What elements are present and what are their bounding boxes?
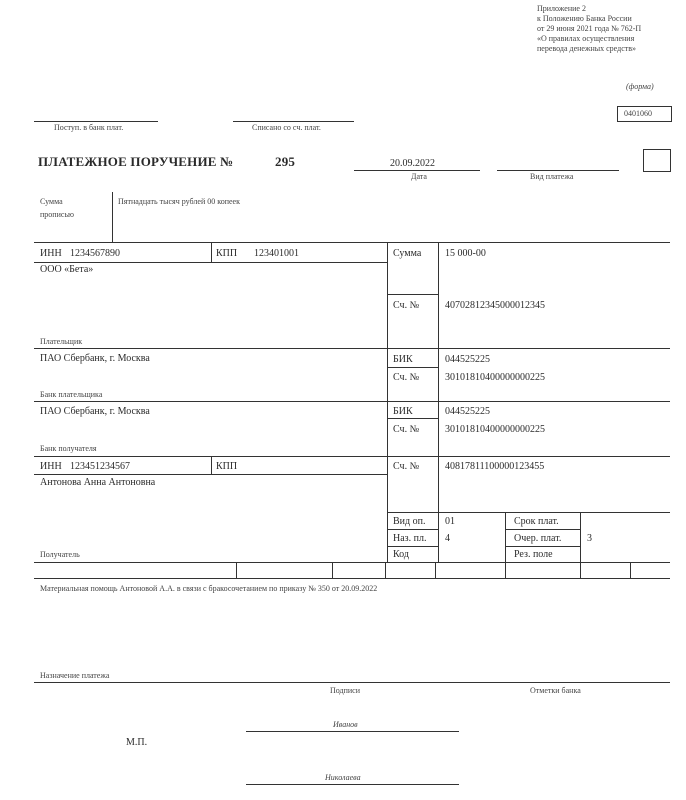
payer-account-label: Сч. № [393,300,420,311]
recipient-inn-label: ИНН [40,461,62,472]
recipient-bank-bottom-line [34,456,670,457]
amount-bottom-line [387,294,438,295]
received-line [34,121,158,122]
recipient-bottom-line [34,562,670,563]
payer-kpp: 123401001 [254,248,299,259]
term-line [505,529,580,530]
payer-name: ООО «Бета» [40,264,94,275]
purpose-code: 4 [445,533,450,544]
debited-line [233,121,354,122]
appendix-line-5: перевода денежных средств» [537,44,637,53]
date-line [354,170,480,171]
grid-col-1 [387,242,388,562]
payer-bank-bottom-line [34,401,670,402]
purpose-code-label: Наз. пл. [393,533,427,544]
form-code: 0401060 [624,109,652,118]
document-number: 295 [275,154,296,169]
appendix-line-2: к Положению Банка России [537,14,632,23]
code-label: Код [393,549,409,560]
tax-cell-2 [332,562,333,578]
tax-cell-7 [630,562,631,578]
payer-bank-bik-label: БИК [393,354,413,365]
amount-words-label-1: Сумма [40,197,63,206]
purpose-label: Назначение платежа [40,671,110,680]
recipient-bank-bik-line [387,418,438,419]
purpose-code-line [387,546,438,547]
order-value: 3 [587,533,592,544]
payer-inn-label: ИНН [40,248,62,259]
recipient-bank-corr-label: Сч. № [393,424,420,435]
amount-words-label-2: прописью [40,210,75,219]
payer-bank-bik-line [387,367,438,368]
payment-type-label: Вид платежа [530,172,574,181]
recipient-bank-label: Банк получателя [40,444,97,453]
payer-bottom-line [34,348,670,349]
bank-marks-label: Отметки банка [530,686,581,695]
appendix-line-3: от 29 июня 2021 года № 762-П [537,24,642,33]
signatures-label: Подписи [330,686,361,695]
payment-type-line [497,170,619,171]
amount-words-value: Пятнадцать тысяч рублей 00 копеек [118,197,240,206]
stamp-label: М.П. [126,737,148,748]
tax-row-bottom-line [34,578,670,579]
grid-top-line [34,242,670,243]
recipient-name: Антонова Анна Антоновна [40,477,156,488]
tax-cell-3 [385,562,386,578]
recipient-kpp-label: КПП [216,461,238,472]
recipient-inn: 123451234567 [70,461,130,472]
document-date: 20.09.2022 [390,158,435,169]
order-label: Очер. плат. [514,533,562,544]
recipient-bank-corr: 30101810400000000225 [445,424,545,435]
form-code-box [617,106,672,122]
grid-col-2 [438,242,439,562]
op-type: 01 [445,516,455,527]
form-label: (форма) [626,82,654,91]
payer-amount-label: Сумма [393,248,422,259]
order-line [505,546,580,547]
payer-bank-bik: 044525225 [445,354,490,365]
signature-line-2 [246,784,459,785]
date-label: Дата [411,172,427,181]
payer-label: Плательщик [40,337,83,346]
payer-kpp-label: КПП [216,248,238,259]
debited-label: Списано со сч. плат. [252,123,321,132]
purpose-bottom-line [34,682,670,683]
codes-col-4 [580,512,581,562]
codes-top-line [387,512,670,513]
payer-amount: 15 000-00 [445,248,486,259]
payer-inn-line [34,262,387,263]
tax-cell-6 [580,562,581,578]
recipient-bank-bik: 044525225 [445,406,490,417]
recipient-bank-name: ПАО Сбербанк, г. Москва [40,406,150,417]
payer-inn: 1234567890 [70,248,120,259]
payer-bank-label: Банк плательщика [40,390,103,399]
payer-bank-name: ПАО Сбербанк, г. Москва [40,353,150,364]
recipient-inn-kpp-divider [211,456,212,474]
tax-cell-1 [236,562,237,578]
purpose-text: Материальная помощь Антоновой А.А. в связи с бракосочетанием по приказу № 350 от 20.09.2022 [40,584,378,593]
payer-bank-corr: 30101810400000000225 [445,372,545,383]
received-label: Поступ. в банк плат. [54,123,124,132]
recipient-account-label: Сч. № [393,461,420,472]
payer-bank-corr-label: Сч. № [393,372,420,383]
recipient-bank-bik-label: БИК [393,406,413,417]
payer-status-box [643,149,671,172]
appendix-line-1: Приложение 2 [537,4,586,13]
amount-words-divider [112,192,113,242]
recipient-account: 40817811100000123455 [445,461,545,472]
payer-account: 40702812345000012345 [445,300,545,311]
tax-cell-5 [505,562,506,578]
codes-col-3 [505,512,506,562]
op-type-label: Вид оп. [393,516,426,527]
recipient-inn-line [34,474,387,475]
signature-1: Иванов [333,720,358,729]
recipient-label: Получатель [40,550,80,559]
appendix-line-4: «О правилах осуществления [537,34,635,43]
term-label: Срок плат. [514,516,559,527]
document-title: ПЛАТЕЖНОЕ ПОРУЧЕНИЕ № [38,154,234,169]
signature-line-1 [246,731,459,732]
reserve-label: Рез. поле [514,549,553,560]
payer-inn-kpp-divider [211,242,212,262]
signature-2: Николаева [325,773,361,782]
tax-cell-4 [435,562,436,578]
op-type-line [387,529,438,530]
